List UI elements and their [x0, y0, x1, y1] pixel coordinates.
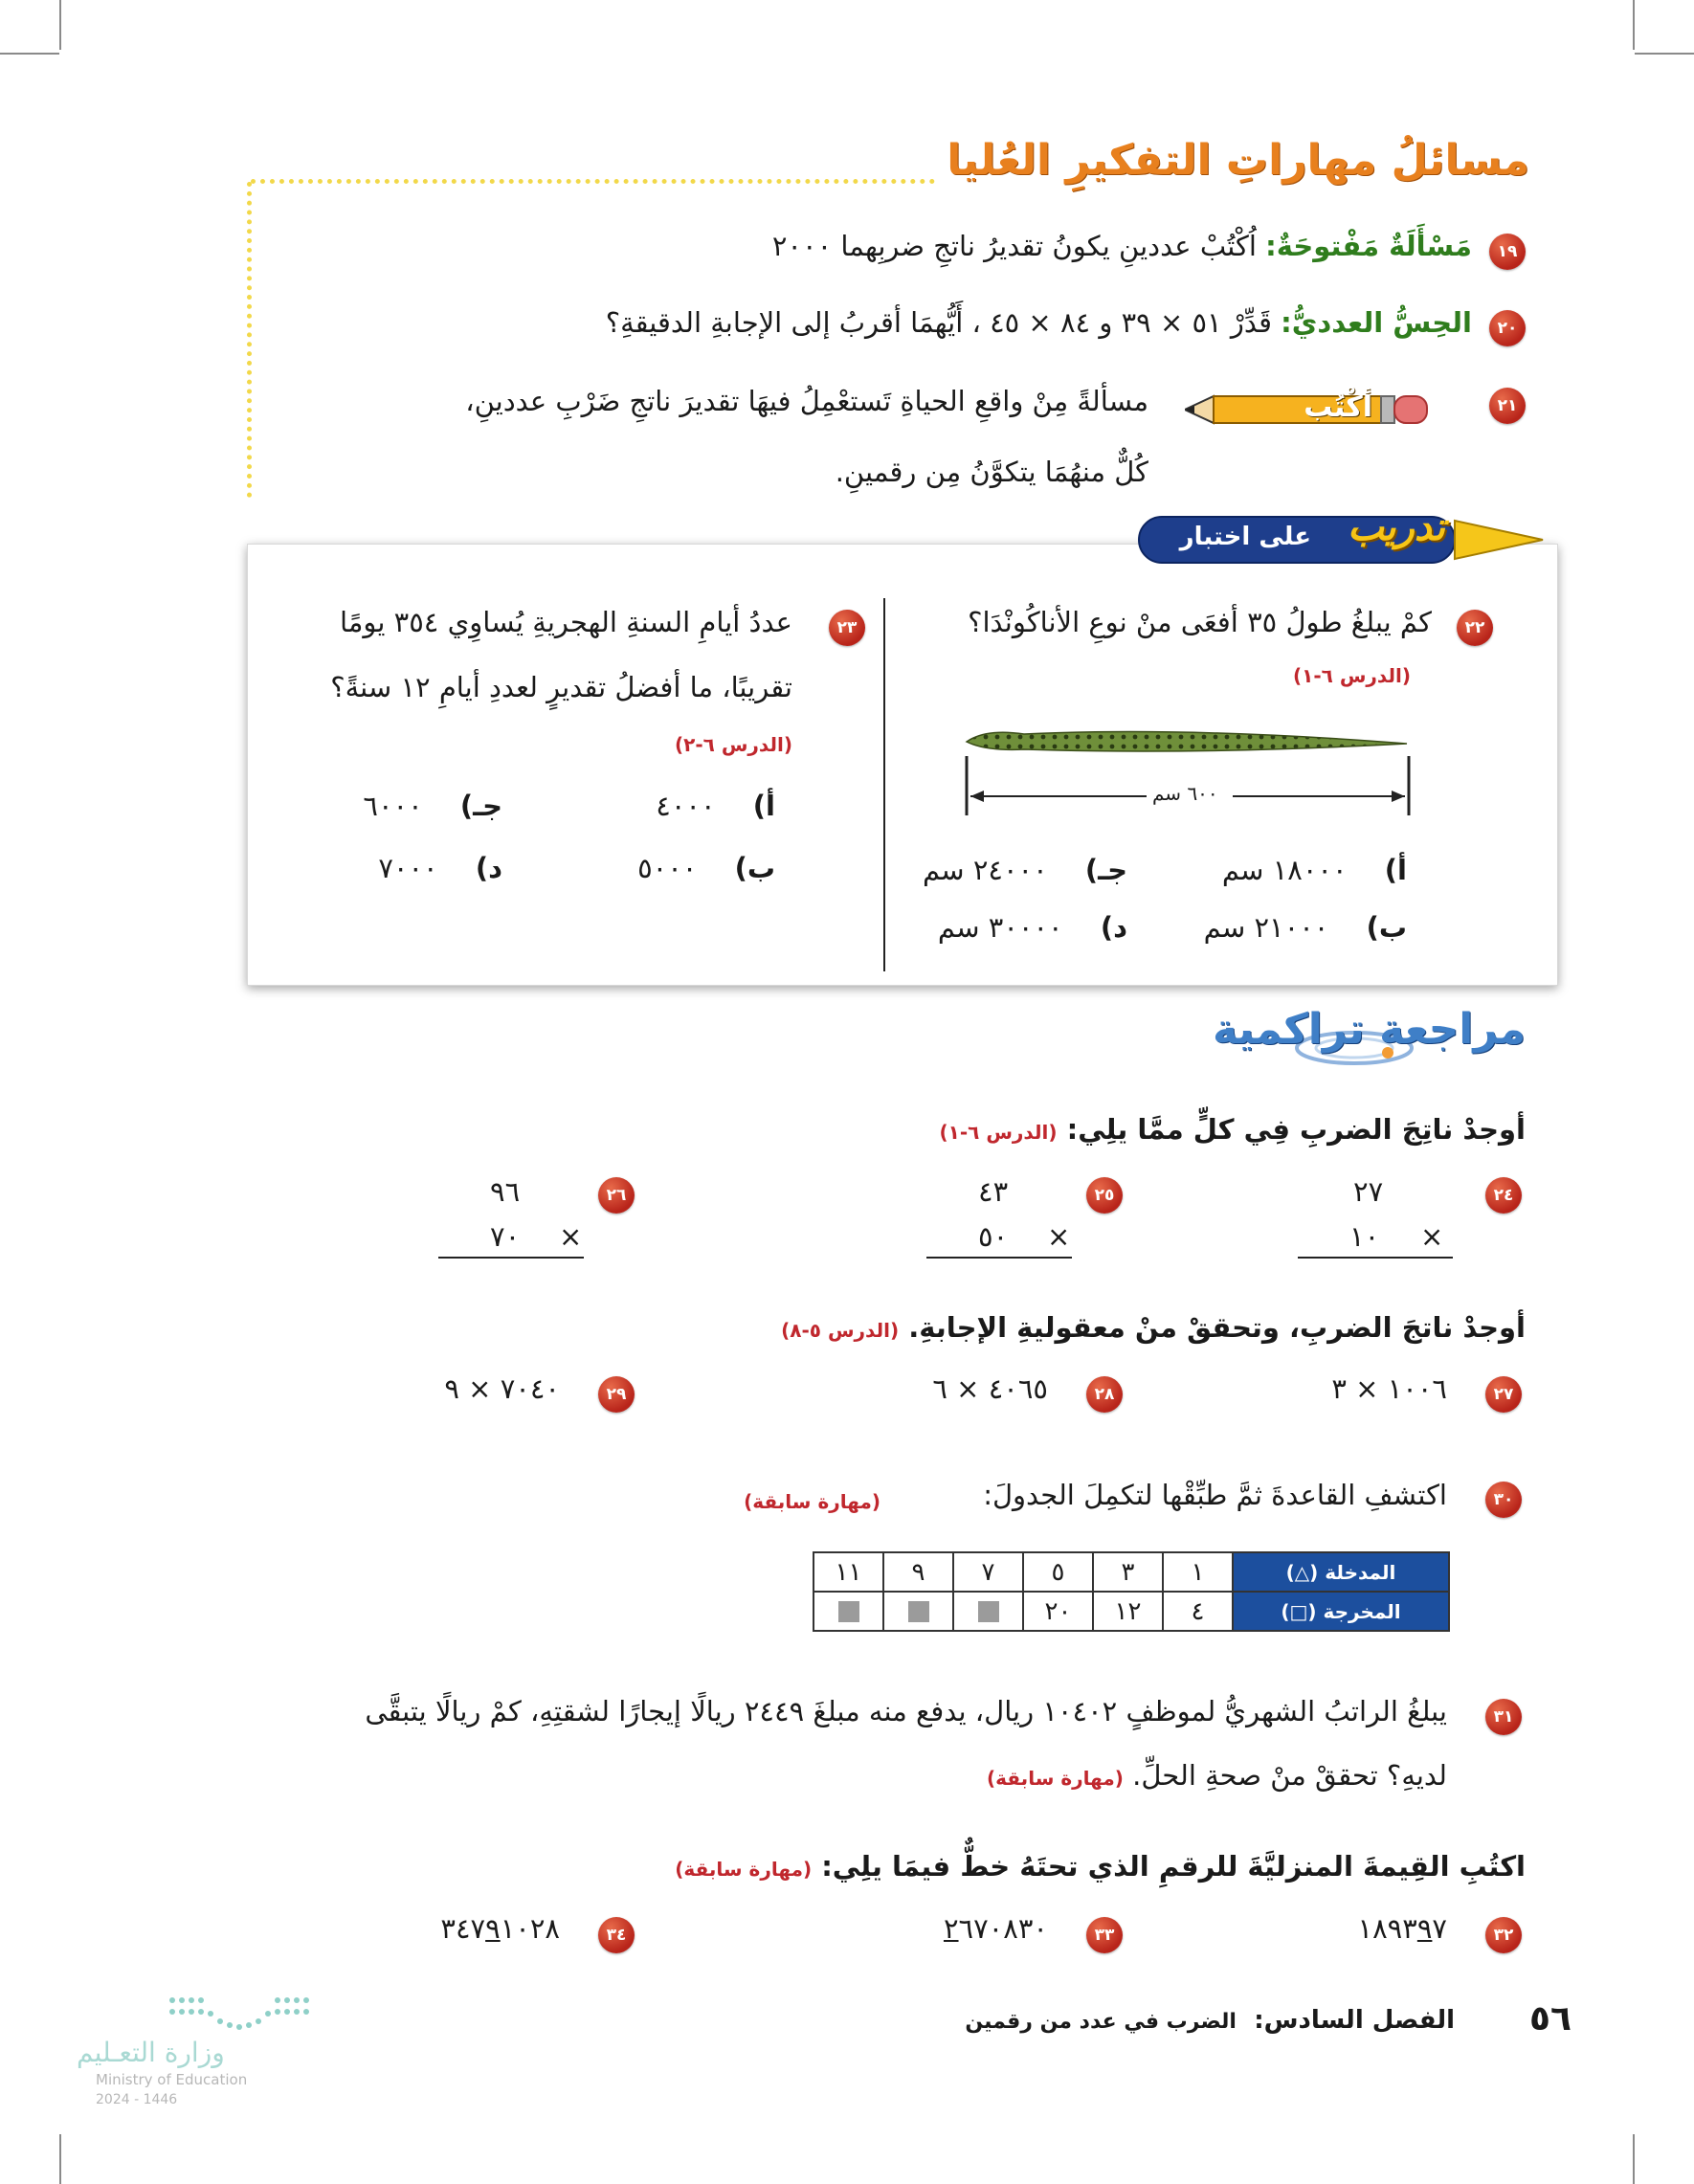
write-label: أكْتُب [1304, 390, 1372, 424]
ministry-logo-icon [163, 1993, 316, 2037]
underlined-digit: ٩ [1416, 1912, 1433, 1945]
instruction [675, 1850, 1526, 1883]
blank-square-icon [908, 1601, 929, 1622]
question-number: ١٩ [1489, 234, 1526, 270]
answer-line [438, 1257, 584, 1259]
option[interactable] [656, 790, 775, 823]
instruction-text: أوجدْ ناتجَ الضربِ، وتحققْ منْ معقوليةِ الإجابةِ. [908, 1311, 1526, 1344]
option-letter: أ) [752, 790, 775, 822]
table-cell: ٣ [1093, 1552, 1163, 1592]
question-text: قَدِّرْ ٥١ × ٣٩ و ٨٤ × ٤٥ ، أَيُّهمَا أقربُ إلى الإجابةِ الدقيقةِ؟ [605, 306, 1272, 339]
ministry-name-ar: وزارة التعـليم [77, 2037, 225, 2068]
expression: ٧٠٤٠ × ٩ [444, 1372, 560, 1405]
multiplier: ٧٠ [490, 1220, 521, 1253]
length-measure [965, 756, 1411, 815]
table-cell: ١ [1163, 1552, 1233, 1592]
digits: ٧ [1432, 1912, 1447, 1945]
question-text: اكتشفِ القاعدةَ ثمَّ طبِّقْها لتكمِلَ الجدولَ: [983, 1479, 1447, 1511]
option-letter: جـ) [459, 790, 502, 822]
instruction-text: أوجدْ ناتِجَ الضربِ فِي كلٍّ ممَّا يلِي: [1066, 1113, 1526, 1146]
expression: ٤٠٦٥ × ٦ [932, 1372, 1048, 1405]
question-number: ٢٦ [598, 1177, 635, 1214]
question-text-line: لديهِ؟ تحققْ منْ صحةِ الحلِّ. [1132, 1759, 1447, 1792]
question-number: ٣١ [1485, 1699, 1522, 1735]
question-text: كُلٌّ منهُمَا يتكوَّنُ مِن رقمينِ. [835, 456, 1148, 488]
chapter-label: الفصل السادس: [1254, 2006, 1455, 2035]
crop-mark [59, 2134, 61, 2184]
question-number: ٣٠ [1485, 1482, 1522, 1518]
option[interactable] [1204, 911, 1407, 945]
option-letter: د) [475, 852, 502, 884]
pencil-icon [1185, 389, 1430, 431]
table-cell: ٩ [883, 1552, 953, 1592]
input-output-table [813, 1551, 1450, 1632]
lesson-reference: (الدرس ٥-٨) [781, 1319, 900, 1342]
section-title: مسائلُ مهاراتِ التفكيرِ العُليا [947, 136, 1529, 185]
banner-main: تدريب [1348, 505, 1445, 549]
question-text: يبلغُ الراتبُ الشهريُّ لموظفٍ ١٠٤٠٢ ريال، يدفع منه مبلغَ ٢٤٤٩ ريالًا إيجارًا لشقتِهِ، كمْ ريالًا يتبقَّى [365, 1695, 1447, 1727]
dotted-border [247, 182, 252, 498]
option-letter: ب) [734, 852, 775, 884]
lesson-reference: (الدرس ٦-١) [939, 1121, 1058, 1144]
multiply-sign: × [1420, 1220, 1444, 1253]
multiplier: ١٠ [1349, 1220, 1380, 1253]
place-value-number [944, 1912, 1048, 1946]
option-value: ٧٠٠٠ [378, 852, 438, 884]
place-value-number [440, 1912, 560, 1946]
digits: ٦٧٠٨٣٠ [958, 1912, 1048, 1945]
column-divider [883, 598, 885, 971]
chapter-title: الضرب في عدد من رقمين [965, 2010, 1237, 2034]
option-letter: جـ) [1084, 854, 1127, 886]
lesson-reference: (مهارة سابقة) [744, 1490, 880, 1513]
question-text: اُكْتُبْ عددينِ يكونُ تقديرُ ناتجِ ضربِهما ٢٠٠٠ [771, 230, 1257, 262]
option[interactable] [363, 790, 502, 823]
question-text: مسألةً مِنْ واقعِ الحياةِ تَستعْمِلُ فيهَا تقديرَ ناتجِ ضَرْبِ عددينِ، [465, 385, 1148, 417]
underlined-digit: ٩ [485, 1912, 501, 1945]
instruction-text: اكتُبِ القِيمةَ المنزليَّةَ للرقمِ الذي تحتَهُ خطٌّ فيمَا يلِي: [821, 1850, 1526, 1883]
question-text: كمْ يبلغُ طولُ ٣٥ أفعَى منْ نوعِ الأناكُونْدَا؟ [968, 606, 1432, 638]
ministry-year: 2024 - 1446 [96, 2092, 178, 2107]
option-value: ٦٠٠٠ [363, 790, 423, 822]
question-number: ٢٢ [1457, 610, 1493, 646]
question-20 [606, 306, 1472, 340]
question-number: ٢٤ [1485, 1177, 1522, 1214]
option[interactable] [1222, 854, 1407, 887]
question-label: الحِسُّ العدديُّ: [1281, 306, 1472, 339]
blank-square-icon [838, 1601, 859, 1622]
option-value: ٥٠٠٠ [637, 852, 698, 884]
table-cell[interactable] [883, 1592, 953, 1631]
multiplicand: ٢٧ [1353, 1175, 1384, 1208]
lesson-reference: (الدرس ٦-١) [1292, 664, 1411, 687]
crop-mark [1633, 0, 1635, 50]
option[interactable] [637, 852, 775, 885]
answer-line [1298, 1257, 1453, 1259]
table-cell: ١١ [814, 1552, 883, 1592]
option-value: ١٨٠٠٠ سم [1221, 854, 1348, 886]
lesson-reference: (الدرس ٦-٢) [674, 733, 792, 756]
multiplicand: ٤٣ [978, 1175, 1009, 1208]
question-number: ٣٤ [598, 1917, 635, 1953]
question-number: ٣٣ [1086, 1917, 1123, 1953]
dotted-border [251, 179, 935, 184]
ministry-name-en: Ministry of Education [96, 2071, 248, 2088]
option-letter: د) [1100, 911, 1127, 944]
option[interactable] [378, 852, 502, 885]
lesson-reference: (مهارة سابقة) [675, 1858, 813, 1881]
option-value: ٢٤٠٠٠ سم [922, 854, 1048, 886]
option-letter: ب) [1366, 911, 1407, 944]
blank-square-icon [978, 1601, 999, 1622]
digits: ١٨٩٣ [1357, 1912, 1417, 1945]
option[interactable] [938, 911, 1127, 945]
question-label: مَسْأَلَةٌ مَفْتوحَةٌ: [1265, 230, 1472, 262]
question-text: عددُ أيامِ السنةِ الهجريةِ يُساوِي ٣٥٤ يومًا [340, 606, 792, 638]
measure-label: ٦٠٠ سم [1152, 782, 1218, 805]
question-text [987, 1759, 1447, 1793]
question-text: تقريبًا، ما أفضلُ تقديرٍ لعددِ أيامِ ١٢ سنةً؟ [330, 671, 792, 703]
option[interactable] [923, 854, 1127, 887]
question-19 [772, 230, 1472, 263]
table-cell: ٢٠ [1023, 1592, 1093, 1631]
instruction [939, 1113, 1526, 1147]
question-number: ٢٠ [1489, 310, 1526, 346]
option-value: ٣٠٠٠٠ سم [937, 911, 1063, 944]
place-value-number [1358, 1912, 1447, 1946]
option-value: ٤٠٠٠ [656, 790, 716, 822]
multiply-sign: × [559, 1220, 583, 1253]
page-number: ٥٦ [1529, 1999, 1571, 2039]
output-header: المخرجة (□) [1233, 1592, 1449, 1631]
option-value: ٢١٠٠٠ سم [1203, 911, 1329, 944]
anaconda-illustration [957, 723, 1416, 757]
question-number: ٢٧ [1485, 1376, 1522, 1413]
table-row [814, 1552, 1449, 1592]
question-number: ٢٨ [1086, 1376, 1123, 1413]
table-cell: ١٢ [1093, 1592, 1163, 1631]
question-number: ٢١ [1489, 388, 1526, 424]
multiplicand: ٩٦ [490, 1175, 521, 1208]
question-number: ٢٩ [598, 1376, 635, 1413]
table-cell: ٤ [1163, 1592, 1233, 1631]
input-header: المدخلة (△) [1233, 1552, 1449, 1592]
underlined-digit: ٢ [943, 1912, 959, 1945]
digits: ٣٤٧ [440, 1912, 486, 1945]
multiply-sign: × [1047, 1220, 1071, 1253]
review-title: مراجعة تراكمية [1213, 1005, 1526, 1054]
answer-line [926, 1257, 1072, 1259]
test-banner [1129, 507, 1550, 572]
crop-mark [1633, 2134, 1635, 2184]
question-number: ٣٢ [1485, 1917, 1522, 1953]
expression: ١٠٠٦ × ٣ [1331, 1372, 1447, 1405]
banner-sub: على اختبار [1179, 523, 1311, 551]
question-number: ٢٣ [829, 610, 865, 646]
table-cell[interactable] [814, 1592, 883, 1631]
option-letter: أ) [1384, 854, 1407, 886]
instruction [781, 1311, 1526, 1345]
table-row [814, 1592, 1449, 1631]
crop-mark [59, 0, 61, 50]
table-cell: ٧ [953, 1552, 1023, 1592]
multiplier: ٥٠ [978, 1220, 1009, 1253]
chapter-info [965, 2006, 1455, 2036]
digits: ١٠٢٨ [500, 1912, 560, 1945]
table-cell[interactable] [953, 1592, 1023, 1631]
lesson-reference: (مهارة سابقة) [987, 1767, 1124, 1790]
question-number: ٢٥ [1086, 1177, 1123, 1214]
table-cell: ٥ [1023, 1552, 1093, 1592]
crop-mark [0, 53, 59, 55]
crop-mark [1635, 53, 1694, 55]
